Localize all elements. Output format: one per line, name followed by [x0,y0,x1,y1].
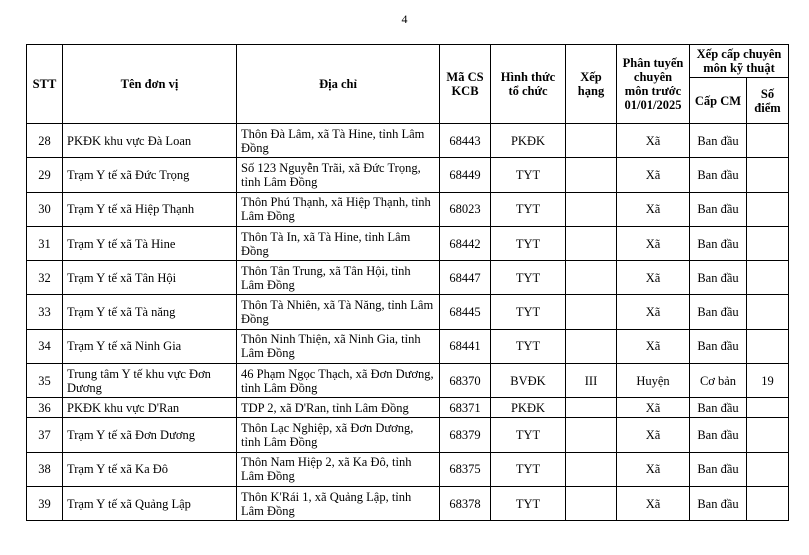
cell-level: Ban đầu [690,158,747,192]
cell-code: 68375 [440,452,491,486]
cell-name: Trạm Y tế xã Tà Hine [63,226,237,260]
table-row [27,486,789,520]
cell-code: 68442 [440,226,491,260]
cell-score [747,398,789,418]
cell-score [747,192,789,226]
cell-score [747,158,789,192]
cell-route: Xã [617,295,690,329]
cell-level: Ban đầu [690,486,747,520]
cell-level: Ban đầu [690,398,747,418]
cell-stt: 34 [27,329,63,363]
table-row [27,226,789,260]
cell-level: Ban đầu [690,452,747,486]
header-name: Tên đơn vị [63,45,237,124]
cell-name: Trạm Y tế xã Hiệp Thạnh [63,192,237,226]
cell-score [747,418,789,452]
cell-stt: 29 [27,158,63,192]
cell-code: 68370 [440,364,491,398]
table-row [27,418,789,452]
cell-name: Trạm Y tế xã Tân Hội [63,261,237,295]
cell-rank [566,124,617,158]
header-code: Mã CS KCB [440,45,491,124]
header-rank: Xếp hạng [566,45,617,124]
cell-rank [566,418,617,452]
cell-score [747,226,789,260]
header-route: Phân tuyến chuyên môn trước 01/01/2025 [617,45,690,124]
cell-stt: 30 [27,192,63,226]
cell-score [747,295,789,329]
cell-address: Thôn Lạc Nghiệp, xã Đơn Dương, tỉnh Lâm Đồng [237,418,440,452]
table-row [27,329,789,363]
cell-stt: 37 [27,418,63,452]
table-row [27,295,789,329]
cell-address: Số 123 Nguyễn Trãi, xã Đức Trọng, tỉnh Lâm Đồng [237,158,440,192]
table-header [27,45,789,124]
cell-rank [566,295,617,329]
cell-form: PKĐK [491,398,566,418]
cell-form: TYT [491,295,566,329]
cell-name: Trạm Y tế xã Đức Trọng [63,158,237,192]
cell-rank [566,158,617,192]
cell-address: Thôn Tà In, xã Tà Hine, tỉnh Lâm Đồng [237,226,440,260]
table-row [27,124,789,158]
cell-name: Trạm Y tế xã Tà năng [63,295,237,329]
header-address: Địa chỉ [237,45,440,124]
cell-score [747,261,789,295]
cell-route: Xã [617,486,690,520]
cell-form: TYT [491,329,566,363]
cell-level: Cơ bản [690,364,747,398]
cell-code: 68449 [440,158,491,192]
cell-score [747,486,789,520]
cell-address: Thôn Đà Lâm, xã Tà Hine, tỉnh Lâm Đồng [237,124,440,158]
cell-form: TYT [491,261,566,295]
table-row [27,158,789,192]
cell-code: 68023 [440,192,491,226]
cell-name: Trạm Y tế xã Đơn Dương [63,418,237,452]
header-form: Hình thức tổ chức [491,45,566,124]
table-row [27,364,789,398]
cell-level: Ban đầu [690,226,747,260]
cell-name: Trạm Y tế xã Quảng Lập [63,486,237,520]
cell-address: TDP 2, xã D'Ran, tỉnh Lâm Đồng [237,398,440,418]
cell-level: Ban đầu [690,124,747,158]
cell-form: BVĐK [491,364,566,398]
cell-score: 19 [747,364,789,398]
cell-route: Xã [617,329,690,363]
cell-stt: 39 [27,486,63,520]
cell-code: 68441 [440,329,491,363]
cell-route: Xã [617,261,690,295]
cell-name: Trạm Y tế xã Ninh Gia [63,329,237,363]
cell-address: Thôn K'Rái 1, xã Quảng Lập, tỉnh Lâm Đồng [237,486,440,520]
cell-form: TYT [491,486,566,520]
cell-rank [566,452,617,486]
header-score: Số điểm [747,78,789,124]
cell-form: TYT [491,226,566,260]
cell-rank [566,486,617,520]
header-level: Cấp CM [690,78,747,124]
header-stt: STT [27,45,63,124]
cell-level: Ban đầu [690,192,747,226]
cell-rank [566,192,617,226]
cell-address: 46 Phạm Ngọc Thạch, xã Đơn Dương, tỉnh Lâm Đồng [237,364,440,398]
cell-form: TYT [491,418,566,452]
cell-rank [566,329,617,363]
cell-stt: 35 [27,364,63,398]
header-group: Xếp cấp chuyên môn kỹ thuật [690,45,789,78]
page-number: 4 [401,12,408,26]
cell-rank [566,261,617,295]
cell-name: Trạm Y tế xã Ka Đô [63,452,237,486]
cell-name: Trung tâm Y tế khu vực Đơn Dương [63,364,237,398]
cell-code: 68378 [440,486,491,520]
cell-route: Xã [617,124,690,158]
cell-address: Thôn Ninh Thiện, xã Ninh Gia, tỉnh Lâm Đồng [237,329,440,363]
cell-stt: 31 [27,226,63,260]
cell-route: Xã [617,398,690,418]
table-row [27,192,789,226]
cell-address: Thôn Tân Trung, xã Tân Hội, tỉnh Lâm Đồng [237,261,440,295]
table-row [27,261,789,295]
cell-route: Xã [617,192,690,226]
cell-stt: 38 [27,452,63,486]
cell-form: PKĐK [491,124,566,158]
cell-rank: III [566,364,617,398]
cell-route: Xã [617,452,690,486]
cell-level: Ban đầu [690,295,747,329]
cell-stt: 33 [27,295,63,329]
cell-score [747,124,789,158]
cell-route: Xã [617,226,690,260]
cell-code: 68371 [440,398,491,418]
cell-rank [566,398,617,418]
cell-form: TYT [491,452,566,486]
cell-route: Xã [617,418,690,452]
cell-code: 68443 [440,124,491,158]
cell-route: Xã [617,158,690,192]
facility-table [26,44,789,521]
cell-form: TYT [491,158,566,192]
cell-code: 68445 [440,295,491,329]
cell-score [747,452,789,486]
table-row [27,452,789,486]
cell-code: 68447 [440,261,491,295]
cell-code: 68379 [440,418,491,452]
cell-score [747,329,789,363]
cell-address: Thôn Nam Hiệp 2, xã Ka Đô, tỉnh Lâm Đồng [237,452,440,486]
cell-rank [566,226,617,260]
cell-address: Thôn Tà Nhiên, xã Tà Năng, tỉnh Lâm Đồng [237,295,440,329]
cell-level: Ban đầu [690,418,747,452]
cell-route: Huyện [617,364,690,398]
cell-stt: 32 [27,261,63,295]
table-row [27,398,789,418]
cell-stt: 28 [27,124,63,158]
cell-name: PKĐK khu vực D'Ran [63,398,237,418]
cell-address: Thôn Phú Thạnh, xã Hiệp Thạnh, tỉnh Lâm Đồng [237,192,440,226]
table-body [27,124,789,521]
cell-name: PKĐK khu vực Đà Loan [63,124,237,158]
cell-form: TYT [491,192,566,226]
cell-level: Ban đầu [690,261,747,295]
cell-level: Ban đầu [690,329,747,363]
cell-stt: 36 [27,398,63,418]
